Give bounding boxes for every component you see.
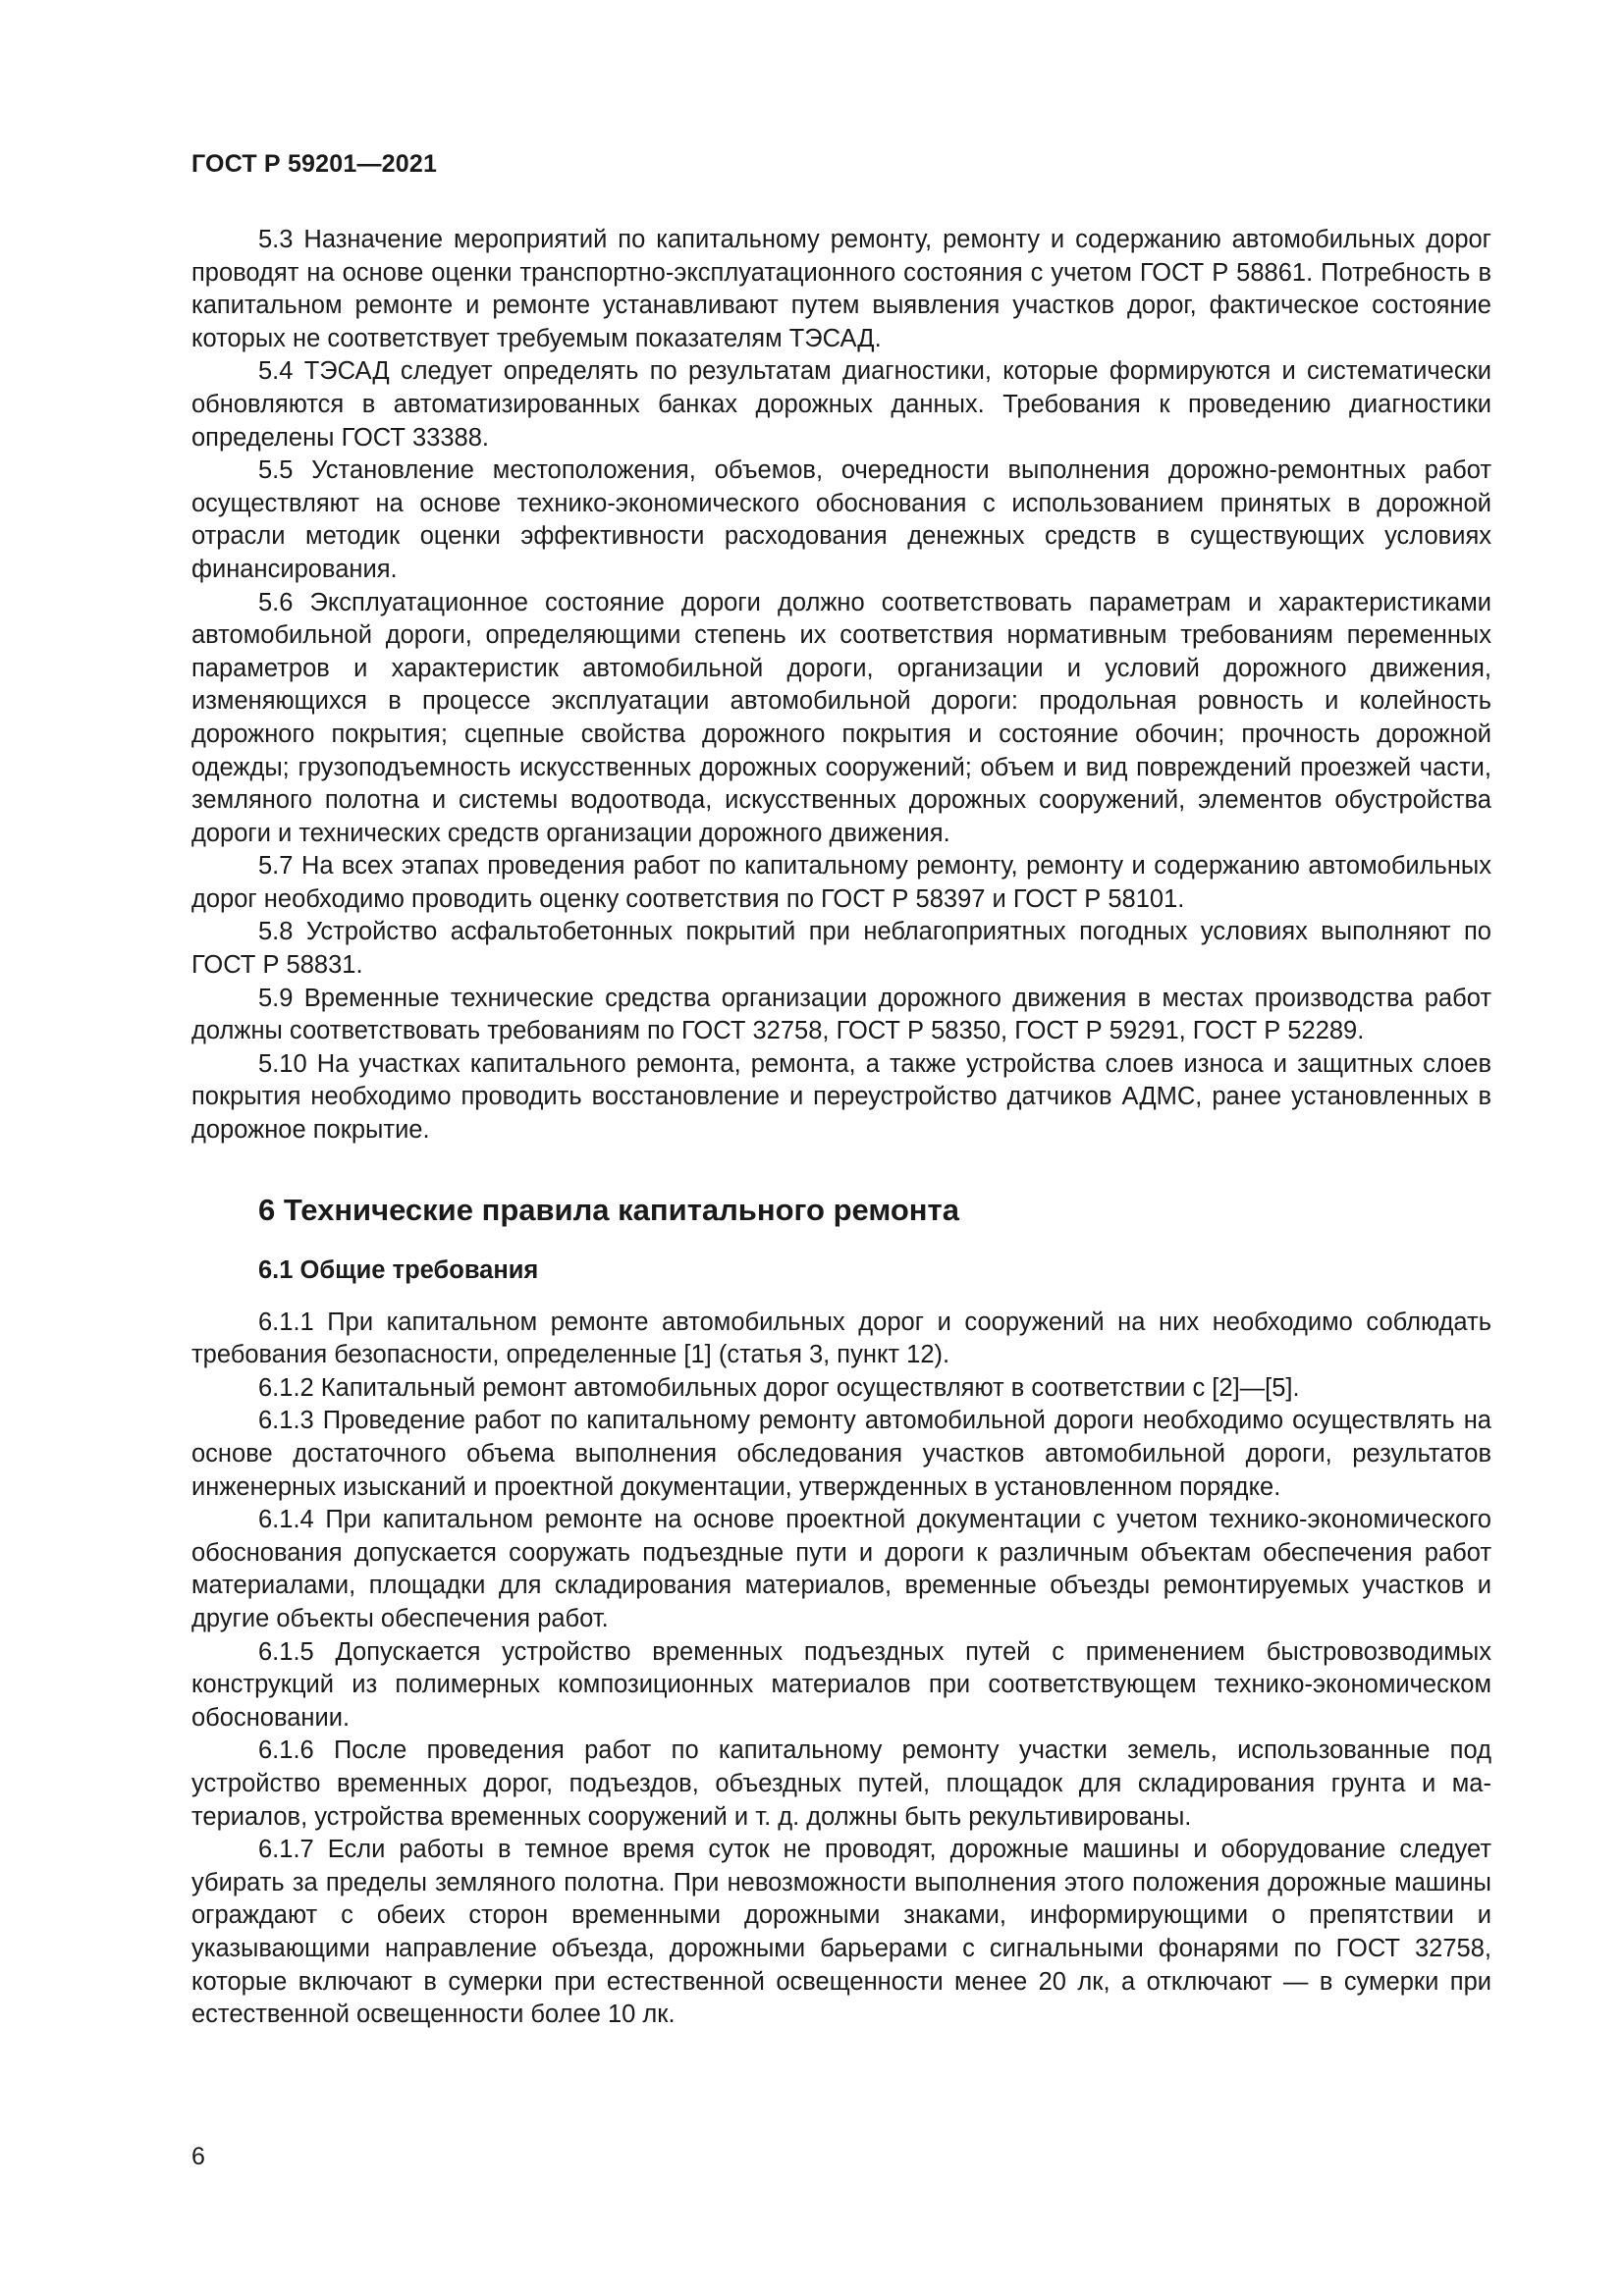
paragraph-5-3: 5.3 Назначение мероприятий по капитальному ремонту, ремонту и содержанию автомобильных дорог проводят на основе оценки транспортно-эксплуатационного состояния с учетом ГОСТ Р 58861. Потребность в капитальном ремонте и ремонте устанавливают путем выявления участков дорог, фактическое состояние которых не соответствует требуемым показателям ТЭСАД. [191,226,1491,352]
paragraph-5-8: 5.8 Устройство асфальтобетонных покрытий при неблагоприятных погодных условиях выполняют по ГОСТ Р 58831. [191,918,1491,980]
paragraph-6-1-7: 6.1.7 Если работы в темное время суток не проводят, дорожные машины и оборудование следует убирать за пределы земляного полотна. При невозможности выполнения этого положения дорожные машины ограждают с обеих сторон временными дорожными знаками, информирующими о препятствии и указывающими направление объезда, дорожными барьерами с сигнальными фонарями по ГОСТ 32758, которые включают в сумерки при естественной освещенности менее 20 лк, а отключают — в сумерки при естественной освещенности более 10 лк. [191,1836,1491,2029]
paragraph-5-10: 5.10 На участках капитального ремонта, ремонта, а также устройства слоев износа и защитных слоев покрытия необходимо проводить восстановление и переустройство датчиков АДМС, ранее установленных в дорожное покрытие. [191,1049,1491,1145]
subsection-6-1-heading: 6.1 Общие требования [258,1255,539,1284]
paragraph-6-1-1: 6.1.1 При капитальном ремонте автомобильных дорог и сооружений на них необходимо соблюдать требования безопасности, определенные [1] (статья 3, пункт 12). [191,1308,1491,1369]
paragraph-6-1-2: 6.1.2 Капитальный ремонт автомобильных дорог осуществляют в соответствии с [2]—[5]. [258,1373,1300,1402]
paragraph-5-6: 5.6 Эксплуатационное состояние дороги должно соответствовать параметрам и характеристиками автомобильной дороги, определяющими степень их соответствия нормативным требованиям переменных параметров и характеристик автомобильной дороги, организации и условий дорожного движения, изменяющихся в процессе эксплуатации автомобильной дороги: продольная ровность и колейность дорожного покрытия; сцепные свойства дорожного покрытия и состояние обочин; прочность дорожной одежды; грузоподъемность искусственных дорожных сооружений; объем и вид повреждений проезжей части, земляного полотна и системы водоотвода, искусственных дорожных сооружений, элементов обустройства дороги и технических средств организации дорожного движения. [191,588,1491,847]
page-number: 6 [191,2143,205,2170]
document-code-header: ГОСТ Р 59201—2021 [191,150,438,178]
paragraph-6-1-3: 6.1.3 Проведение работ по капитальному ремонту автомобильной дороги необходимо осуществлять на основе достаточного объема выполнения обследования участков автомобильной дороги, результатов инженерных изысканий и проектной документации, утвержденных в установленном порядке. [191,1407,1491,1501]
section-6-heading: 6 Технические правила капитального ремонта [258,1192,959,1227]
paragraph-5-7: 5.7 На всех этапах проведения работ по капитальному ремонту, ремонту и содержанию автомобильных дорог необходимо проводить оценку соответствия по ГОСТ Р 58397 и ГОСТ Р 58101. [191,852,1491,913]
paragraph-6-1-5: 6.1.5 Допускается устройство временных подъездных путей с применением быстровозводимых конструкций из полимерных композиционных материалов при соответствующем технико-экономическом обосновании. [191,1637,1491,1732]
paragraph-6-1-4: 6.1.4 При капитальном ремонте на основе проектной документации с учетом технико-экономического обоснования допускается сооружать подъездные пути и дороги к различным объектам обеспечения работ материалами, площадки для складирования материалов, временные объезды ремонтируемых участков и другие объекты обеспечения работ. [191,1506,1491,1632]
paragraph-6-1-6: 6.1.6 После проведения работ по капитальному ремонту участки земель, использованные под устройство временных дорог, подъездов, объездных путей, площадок для складирования грунта и материалов, устройства временных сооружений и т. д. должны быть рекультивированы. [191,1736,1491,1831]
page-content [191,224,1491,2032]
paragraph-5-9: 5.9 Временные технические средства организации дорожного движения в местах производства работ должны соответствовать требованиям по ГОСТ 32758, ГОСТ Р 58350, ГОСТ Р 59291, ГОСТ Р 52289. [191,984,1491,1045]
paragraph-5-5: 5.5 Установление местоположения, объемов, очередности выполнения дорожно-ремонтных работ осуществляют на основе технико-экономического обоснования с использованием принятых в дорожной отрасли методик оценки эффективности расходования денежных средств в существующих условиях финансирования. [191,456,1491,583]
paragraph-5-4: 5.4 ТЭСАД следует определять по результатам диагностики, которые формируются и систематически обновляются в автоматизированных банках дорожных данных. Требования к проведению диагностики определены ГОСТ 33388. [191,357,1491,452]
